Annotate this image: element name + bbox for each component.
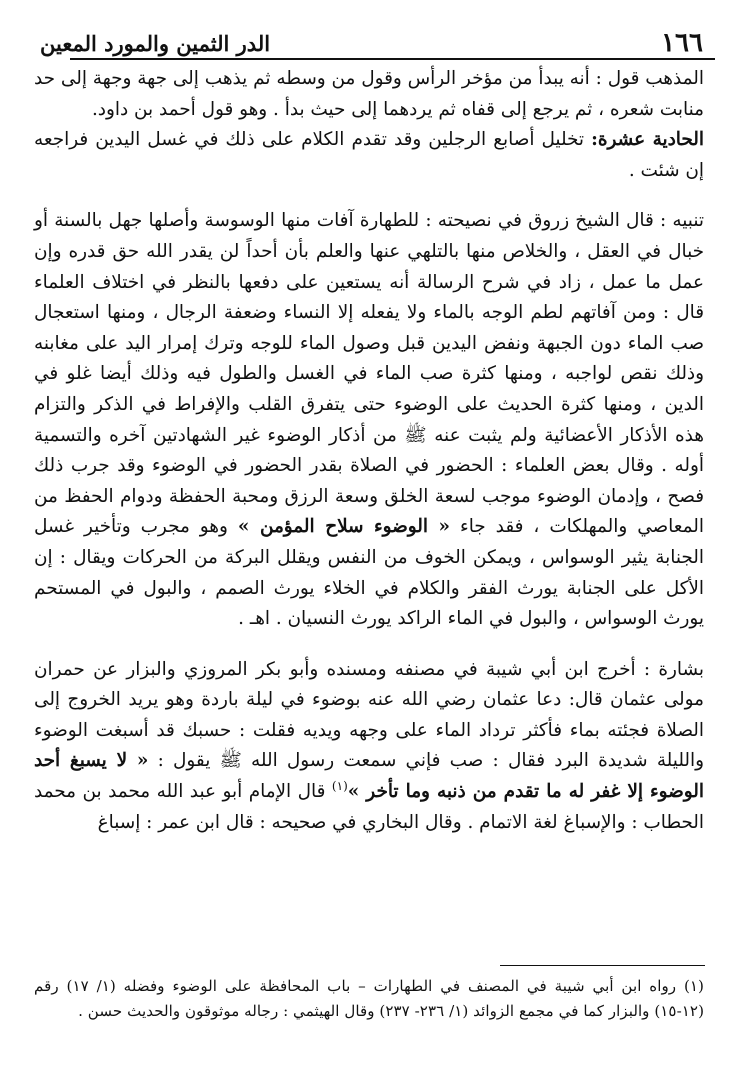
bishara-quote: « لا يسبغ أحد الوضوء إلا غفر له ما تقدم من ذنبه وما تأخر » bbox=[34, 750, 704, 803]
paragraph-tanbih bbox=[34, 206, 704, 634]
paragraph-bishara bbox=[34, 655, 704, 839]
page-header bbox=[30, 22, 715, 60]
tanbih-text-1: تنبيه : قال الشيخ زروق في نصيحته : للطهارة آفات منها الوسوسة وأصلها جهل بالسنة أو خبال في العقل ، والخلاص منها بالتلهي عنها والعلم بأن أحداً لن يقدر الله حق قدره وإن عمل ما عمل ، زاد في شرح الرسالة أنه يستعين على دفعها بالنظر في اختلاف العلماء قال : ومن آفاتهم لطم الوجه بالماء ولا يفعله إلا النساء وضعفة الرجال ، ومنها استعجال صب الماء دون الجبهة ونفض اليدين قبل وصول الماء للوجه وترك إمرار اليد على مغابنه وذلك نقص لواجبه ، ومنها كثرة صب الماء في الغسل والطول فيه وذلك أيضا غلو في الدين ، ومنها كثرة الحديث على الوضوء حتى يتفرق القلب والإفراط في الذكر والتزام هذه الأذكار الأعضائية ولم يثبت عنه ﷺ من أذكار الوضوء غير الشهادتين آخره والتسمية أوله . وقال بعض العلماء : الحضور في الصلاة بقدر الحضور في الوضوء وقد جرب ذلك فصح ، وإدمان الوضوء موجب لسعة الخلق وسعة الرزق ومحبة الحفظة ودوام الحفظ من المعاصي والمهلكات ، فقد جاء bbox=[34, 210, 704, 538]
paragraph-1: المذهب قول : أنه يبدأ من مؤخر الرأس وقول من وسطه ثم يذهب إلى جهة وجهة إلى حد منابت شعره ، ثم يرجع إلى قفاه ثم يردهما إلى حيث بدأ . وهو قول أحمد بن داود. bbox=[34, 68, 704, 120]
bishara-text-1: بشارة : أخرج ابن أبي شيبة في مصنفه ومسنده وأبو بكر المروزي والبزار عن حمران مولى عثمان قال: دعا عثمان رضي الله عنه بوضوء في ليلة باردة وهو يريد الخروج إلى الصلاة فجئته بماء فأكثر ترداد الماء على وجهه ويديه فقلت : حسبك قد أسبغت الوضوء والليلة شديدة البرد فقال : صب فإني سمعت رسول الله ﷺ يقول : bbox=[34, 658, 705, 772]
tanbih-quote: « الوضوء سلاح المؤمن » bbox=[237, 516, 451, 538]
footnote-rule bbox=[500, 965, 705, 966]
tanbih-text-2: وهو مجرب وتأخير غسل الجنابة يثير الوسواس ، ويمكن الخوف من النفس ويقلل البركة من الحركات ويقال : إن الأكل على الجنابة يورث الفقر والكلام في الخلاء يورث الصمم ، والبول في المستحم يورث الوسواس ، والبول في الماء الراكد يورث النسيان . اهـ . bbox=[34, 516, 704, 630]
paragraph-2-lead: الحادية عشرة: bbox=[591, 129, 704, 151]
body-text bbox=[34, 64, 704, 838]
running-title: الدر الثمين والمورد المعين bbox=[40, 31, 271, 56]
footnote-marker: (١) bbox=[331, 778, 348, 793]
footnote-1: (١) رواه ابن أبي شيبة في المصنف في الطهارات – باب المحافظة على الوضوء وفضله (١/ ١٧) رقم (١٢-١٥) والبزار كما في مجمع الزوائد (١/ ٢٣٦- ٢٣٧) وقال الهيثمي : رجاله موثوقون والحديث حسن . bbox=[34, 977, 704, 1020]
paragraph-2-text: تخليل أصابع الرجلين وقد تقدم الكلام على ذلك في غسل اليدين فراجعه إن شئت . bbox=[34, 129, 704, 181]
page-number: ١٦٦ bbox=[661, 28, 703, 58]
header-rule bbox=[70, 58, 715, 60]
paragraph-2 bbox=[34, 125, 704, 186]
footnotes bbox=[34, 974, 704, 1024]
bishara-text-2: قال الإمام أبو عبد الله محمد بن محمد الحطاب : والإسباغ لغة الاتمام . وقال البخاري في صحيحه : قال ابن عمر : إسباغ bbox=[34, 781, 704, 833]
